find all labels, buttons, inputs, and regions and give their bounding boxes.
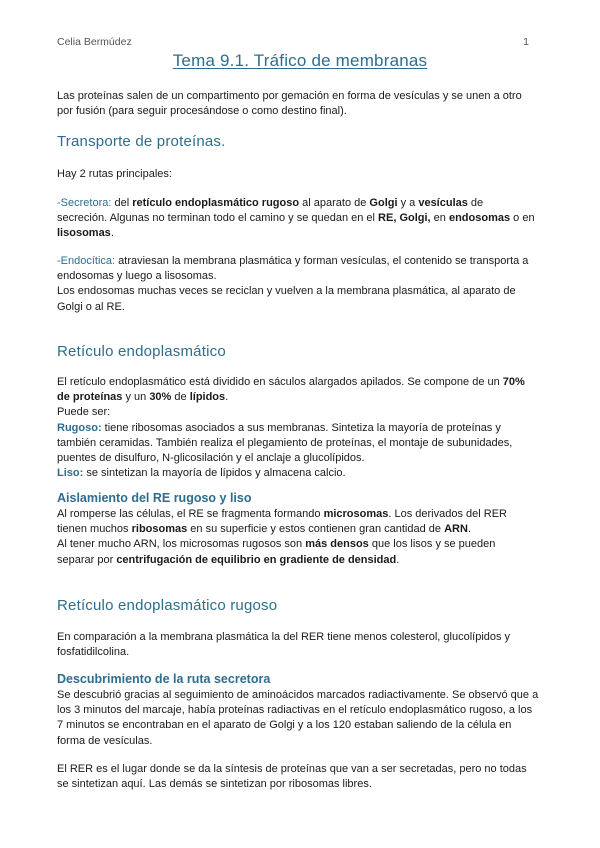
bold-term: centrifugación de equilibrio en gradiente de densidad	[116, 553, 397, 566]
text-line: por fusión (para seguir procesándose o como destino final).	[57, 105, 347, 118]
text-line	[57, 553, 543, 568]
text-line: también ceramidas. También realiza el plegamiento de proteínas, el montaje de subunidades,	[57, 436, 513, 449]
aislamiento-paragraph	[57, 507, 543, 568]
bold-term: ARN	[444, 523, 468, 536]
text-run: secreción. Algunas no terminan todo el camino y se quedan en el	[57, 212, 379, 225]
bold-term: 70%	[502, 376, 525, 388]
text-line	[57, 421, 543, 436]
text-run: y a	[397, 197, 419, 209]
text-line: Hay 2 rutas principales:	[57, 168, 172, 180]
intro-paragraph	[57, 89, 543, 119]
text-line	[57, 254, 543, 269]
bold-term: 30%	[149, 391, 172, 404]
subheading-aislamiento: Aislamiento del RE rugoso y liso	[57, 491, 252, 505]
bold-term: microsomas	[323, 508, 389, 520]
bold-term: lisosomas	[57, 227, 111, 240]
text-line: El RER es el lugar donde se da la síntesis de proteínas que van a ser secretadas, pero no todas	[57, 763, 527, 775]
text-line: Golgi o al RE.	[57, 300, 125, 313]
text-line: Las proteínas salen de un compartimento por gemación en forma de vesículas y se unen a otro	[57, 90, 522, 102]
text-run: en	[430, 212, 449, 225]
text-line: forma de vesículas.	[57, 734, 153, 747]
rutas-paragraph	[57, 167, 543, 182]
text-run: .	[467, 523, 471, 536]
text-run: en su superficie y estos contienen gran cantidad de	[187, 523, 445, 536]
text-line: endosomas y luego a lisosomas.	[57, 270, 217, 283]
text-line: los 3 minutos del marcaje, había proteínas radiactivas en el retículo endoplasmático rugoso, a los	[57, 704, 533, 717]
document-title: Tema 9.1. Tráfico de membranas	[172, 51, 428, 70]
descubrimiento-paragraph	[57, 688, 543, 749]
text-run: se sintetizan la mayoría de lípidos y almacena calcio.	[83, 467, 346, 480]
bold-term: más densos	[305, 538, 369, 551]
sintesis-paragraph	[57, 762, 543, 792]
text-run: Al tener mucho ARN, los microsomas rugosos son	[57, 538, 306, 551]
rer-paragraph	[57, 630, 543, 660]
text-run: de	[467, 197, 484, 209]
section-heading-transporte: Transporte de proteínas.	[57, 133, 226, 150]
section-heading-rer: Retículo endoplasmático rugoso	[57, 597, 278, 614]
text-run: .	[396, 553, 400, 566]
secretora-label: -Secretora:	[57, 197, 112, 209]
text-line	[57, 375, 543, 390]
endocitica-paragraph	[57, 254, 543, 315]
bold-term: vesículas	[418, 197, 468, 209]
page-header	[57, 36, 529, 50]
endocitica-label: -Endocítica:	[57, 255, 116, 267]
text-line	[57, 390, 543, 405]
text-line	[57, 507, 543, 522]
text-run: al aparato de	[299, 197, 370, 209]
bold-term: de proteínas	[57, 391, 123, 404]
text-run: .	[110, 227, 114, 240]
text-line	[57, 196, 543, 211]
text-line: 7 minutos se encontraban en el aparato de Golgi y a los 120 estaban saliendo de la célula en	[57, 719, 512, 732]
text-line: fosfatidilcolina.	[57, 646, 130, 659]
text-line	[57, 466, 543, 481]
author-name: Celia Bermúdez	[57, 36, 132, 48]
liso-label: Liso:	[57, 467, 84, 480]
text-run: y un	[122, 391, 150, 404]
text-run: separar por	[57, 553, 117, 566]
subheading-descubrimiento: Descubrimiento de la ruta secretora	[57, 672, 271, 686]
text-line: Los endosomas muchas veces se reciclan y vuelven a la membrana plasmática, al aparato de	[57, 285, 516, 298]
page-number: 1	[523, 36, 529, 48]
text-run: tienen muchos	[57, 523, 132, 536]
rugoso-label: Rugoso:	[57, 421, 102, 434]
text-line	[57, 522, 543, 537]
bold-term: Golgi	[369, 197, 398, 209]
section-heading-reticulo: Retículo endoplasmático	[57, 343, 226, 360]
text-run: atraviesan la membrana plasmática y forman vesículas, el contenido se transporta a	[115, 255, 529, 267]
secretora-paragraph	[57, 196, 543, 242]
text-run: . Los derivados del RER	[388, 508, 507, 520]
text-line: En comparación a la membrana plasmática la del RER tiene menos colesterol, glucolípidos y	[57, 631, 511, 643]
text-line	[57, 537, 543, 552]
text-line: puentes de disulfuro, N-glicosilación y el anclaje a glucolípidos.	[57, 452, 365, 465]
text-line: se sintetizan aquí. Las demás se sintetizan por ribosomas libres.	[57, 778, 372, 791]
text-run: tiene ribosomas asociados a sus membranas. Sintetiza la mayoría de proteínas y	[101, 421, 501, 434]
text-run: o en	[510, 212, 535, 225]
text-line: Se descubrió gracias al seguimiento de aminoácidos marcados radiactivamente. Se observó que a	[57, 689, 539, 701]
text-run: El retículo endoplasmático está dividido en sáculos alargados apilados. Se compone de un	[57, 376, 503, 388]
bold-term: endosomas	[448, 212, 511, 225]
text-run: .	[225, 391, 229, 404]
bold-term: ribosomas	[131, 523, 188, 536]
bold-term: lípidos	[189, 391, 226, 404]
text-run: Al romperse las células, el RE se fragmenta formando	[57, 508, 324, 520]
reticulo-paragraph	[57, 375, 543, 481]
text-line	[57, 211, 543, 226]
bold-term: RE, Golgi,	[378, 212, 431, 225]
text-run: del	[111, 197, 133, 209]
text-run: que los lisos y se pueden	[368, 538, 496, 551]
bold-term: retículo endoplasmático rugoso	[132, 197, 300, 209]
text-line: Puede ser:	[57, 406, 111, 419]
text-run: de	[171, 391, 190, 404]
text-line	[57, 226, 543, 241]
